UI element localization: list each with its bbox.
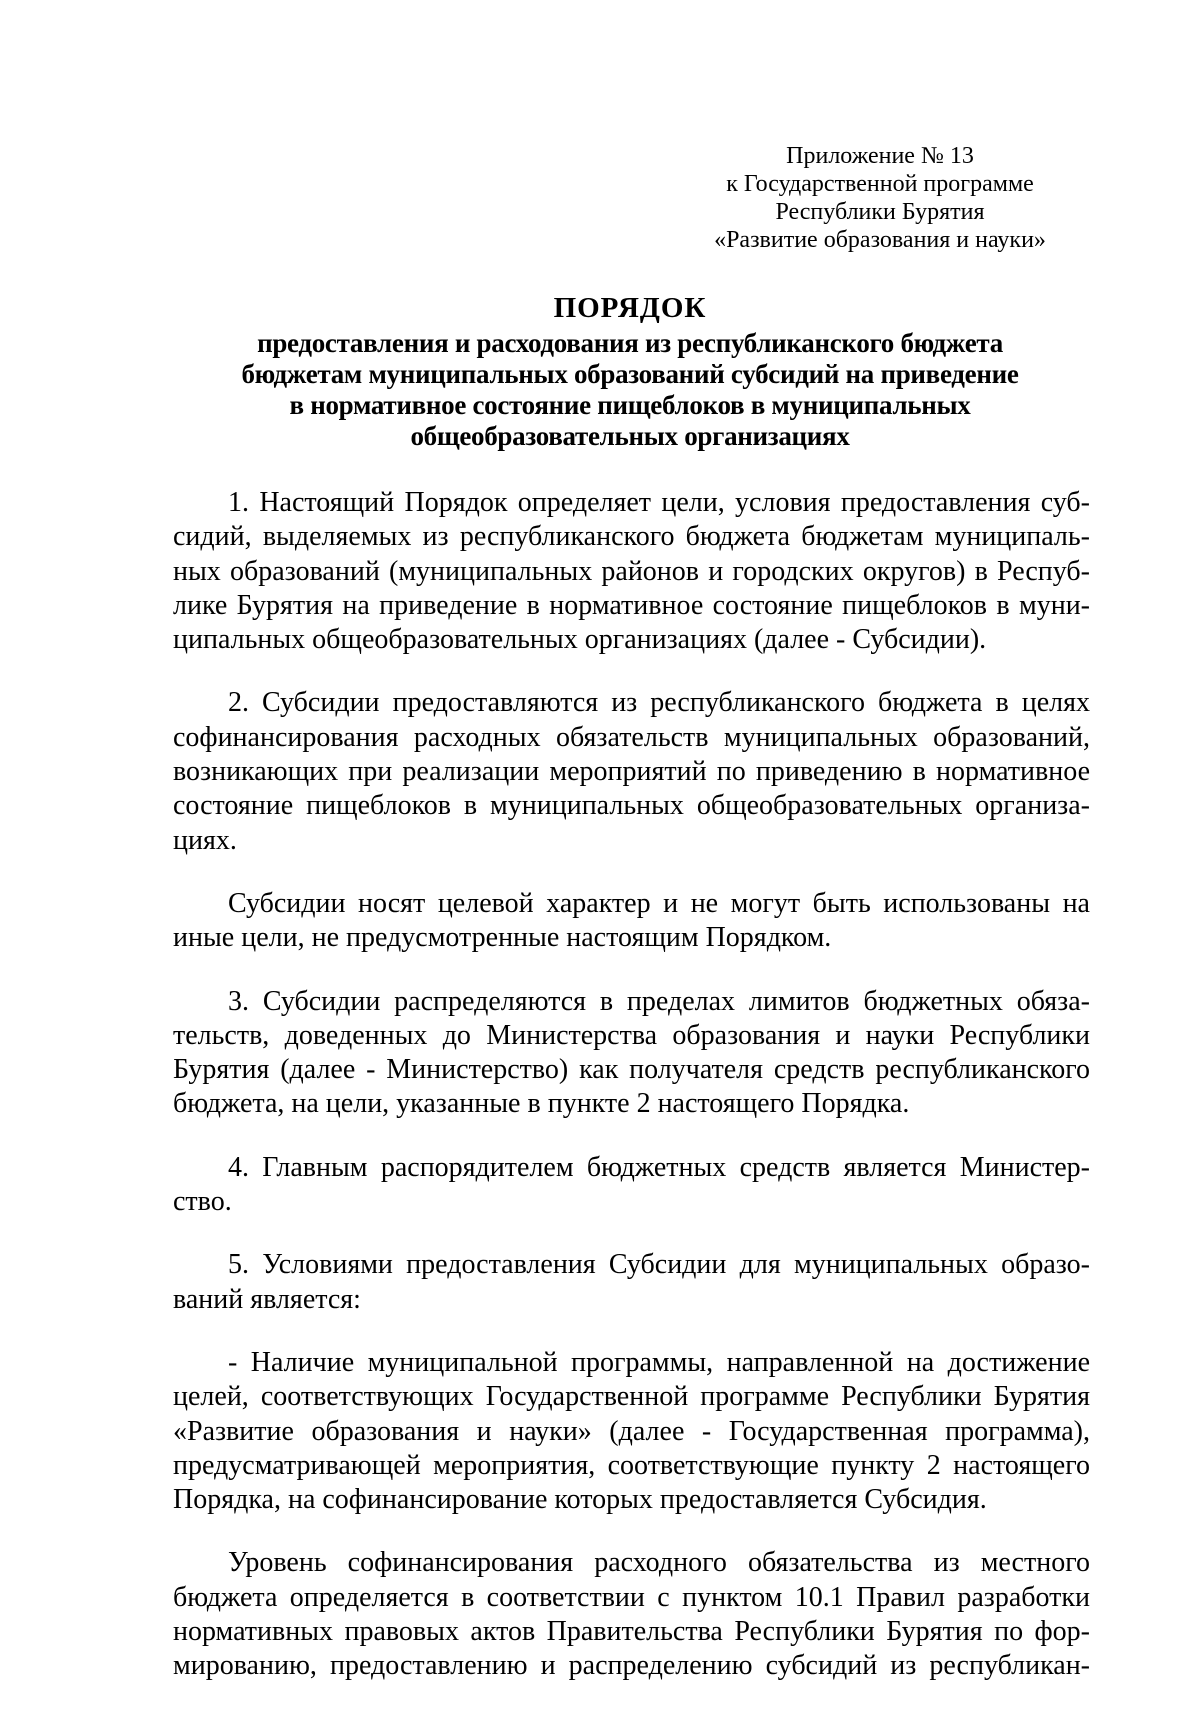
paragraph-line: ваний является: — [173, 1283, 361, 1315]
paragraph-line: мированию, предоставлению и распределению субсидий из республикан- — [173, 1650, 1090, 1682]
paragraph-line: - Наличие муниципальной программы, направленной на достижение — [228, 1346, 1090, 1378]
appendix-line: «Развитие образования и науки» — [714, 227, 1046, 253]
paragraph-line: Порядка, на софинансирование которых предоставляется Субсидия. — [173, 1484, 987, 1516]
paragraph-line: 2. Субсидии предоставляются из республиканского бюджета в целях — [228, 687, 1090, 719]
paragraph-line: лике Бурятия на приведение в нормативное состояние пищеблоков в муни- — [173, 589, 1090, 621]
appendix-line: Республики Бурятия — [775, 199, 985, 225]
paragraph-line: 5. Условиями предоставления Субсидии для муниципальных образо- — [228, 1249, 1090, 1281]
paragraph-line: ципальных общеобразовательных организациях (далее - Субсидии). — [173, 624, 987, 656]
title-main: ПОРЯДОК — [553, 292, 707, 324]
appendix-line: к Государственной программе — [726, 171, 1034, 197]
paragraph — [173, 686, 1090, 857]
paragraph-line: «Развитие образования и науки» (далее - Государственная программа), — [173, 1415, 1090, 1447]
paragraph-line: 3. Субсидии распределяются в пределах лимитов бюджетных обяза- — [228, 985, 1090, 1017]
paragraph — [173, 1248, 1090, 1317]
document-body — [173, 486, 1090, 1713]
appendix-heading — [680, 142, 1080, 254]
paragraph — [173, 985, 1090, 1122]
paragraph-line: ство. — [173, 1186, 232, 1218]
paragraph-line: 4. Главным распорядителем бюджетных средств является Министер- — [228, 1151, 1090, 1183]
paragraph-line: 1. Настоящий Порядок определяет цели, условия предоставления суб- — [228, 487, 1090, 518]
paragraph-line: бюджета определяется в соответствии с пунктом 10.1 Правил разработки — [173, 1581, 1090, 1613]
paragraph-line: тельств, доведенных до Министерства образования и науки Республики — [173, 1019, 1090, 1051]
paragraph-line: целей, соответствующих Государственной программе Республики Бурятия — [173, 1381, 1090, 1413]
paragraph-line: бюджета, на цели, указанные в пункте 2 настоящего Порядка. — [173, 1088, 910, 1120]
paragraph — [173, 486, 1090, 657]
paragraph-line: Субсидии носят целевой характер и не могут быть использованы на — [228, 887, 1090, 919]
paragraph-line: возникающих при реализации мероприятий по приведению в нормативное — [173, 756, 1090, 788]
paragraph-line: предусматривающей мероприятия, соответствующие пункту 2 настоящего — [173, 1449, 1090, 1481]
subtitle-line: бюджетам муниципальных образований субсидий на приведение — [241, 359, 1019, 389]
appendix-line: Приложение № 13 — [786, 143, 974, 169]
paragraph-line: Уровень софинансирования расходного обязательства из местного — [228, 1547, 1090, 1579]
paragraph — [173, 1346, 1090, 1517]
paragraph-line: состояние пищеблоков в муниципальных общеобразовательных организа- — [173, 790, 1090, 822]
document-title — [170, 290, 1090, 452]
subtitle-line: предоставления и расходования из республиканского бюджета — [257, 328, 1003, 358]
paragraph-line: нормативных правовых актов Правительства Республики Бурятия по фор- — [173, 1616, 1090, 1648]
subtitle-line: в нормативное состояние пищеблоков в муниципальных — [289, 390, 971, 420]
paragraph-line: Бурятия (далее - Министерство) как получателя средств республиканского — [173, 1054, 1090, 1086]
paragraph-line: циях. — [173, 824, 237, 856]
paragraph-line: ных образований (муниципальных районов и городских округов) в Респуб- — [173, 555, 1090, 587]
title-subtitle — [170, 328, 1090, 452]
paragraph-line: софинансирования расходных обязательств муниципальных образований, — [173, 721, 1090, 753]
paragraph — [173, 1546, 1090, 1683]
paragraph — [173, 1151, 1090, 1220]
paragraph-line: иные цели, не предусмотренные настоящим Порядком. — [173, 922, 832, 954]
subtitle-line: общеобразовательных организациях — [410, 421, 850, 451]
paragraph-line: сидий, выделяемых из республиканского бюджета бюджетам муниципаль- — [173, 521, 1090, 553]
paragraph — [173, 887, 1090, 956]
